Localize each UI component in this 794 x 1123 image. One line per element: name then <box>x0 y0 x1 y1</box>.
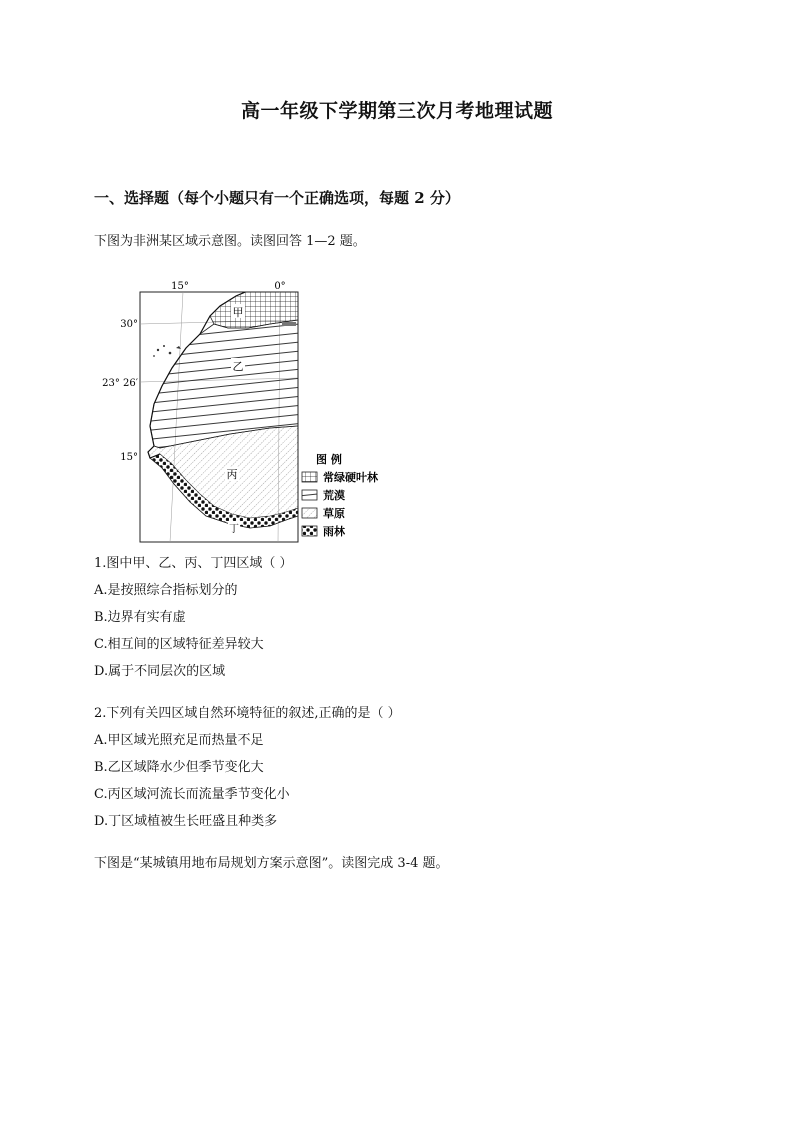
region-label-yi: 乙 <box>232 360 244 373</box>
lat-label: 23° 26′ <box>102 378 138 389</box>
question-1-option-c: C.相互间的区域特征差异较大 <box>94 637 264 652</box>
region-label-bing: 丙 <box>226 468 238 481</box>
legend-title: 图 例 <box>316 453 342 466</box>
question-1-stem: 1.图中甲、乙、丙、丁四区域（ ） <box>94 556 293 571</box>
legend-swatch-diagonal <box>302 508 317 518</box>
lon-label: 15° <box>171 281 189 292</box>
africa-region-map <box>102 276 410 546</box>
legend-label: 草原 <box>323 507 345 520</box>
intro-text-2: 下图是“某城镇用地布局规划方案示意图”。读图完成 3-4 题。 <box>94 856 449 871</box>
question-2-option-c: C.丙区域河流长而流量季节变化小 <box>94 787 290 802</box>
question-2-stem: 2.下列有关四区域自然环境特征的叙述,正确的是（ ） <box>94 706 401 721</box>
question-1-option-d: D.属于不同层次的区域 <box>94 664 226 679</box>
page-title: 高一年级下学期第三次月考地理试题 <box>240 100 553 122</box>
legend-label: 常绿硬叶林 <box>323 471 378 484</box>
question-2-option-d: D.丁区域植被生长旺盛且种类多 <box>94 814 278 829</box>
legend-label: 雨林 <box>323 525 345 538</box>
region-label-ding: 丁 <box>229 524 239 535</box>
legend-swatch-grid <box>302 472 317 482</box>
region-label-jia: 甲 <box>232 306 244 319</box>
question-1-option-b: B.边界有实有虚 <box>94 610 186 625</box>
section-heading: 一、选择题（每个小题只有一个正确选项，每题 2 分） <box>94 189 460 207</box>
legend-swatch-dots <box>302 526 317 536</box>
intro-text-1: 下图为非洲某区域示意图。读图回答 1—2 题。 <box>94 234 366 249</box>
lon-label: 0° <box>274 281 286 292</box>
legend-label: 荒漠 <box>323 489 345 502</box>
lat-label: 15° <box>120 452 138 463</box>
question-1-option-a: A.是按照综合指标划分的 <box>94 583 238 598</box>
lat-label: 30° <box>120 319 138 330</box>
question-2-option-b: B.乙区域降水少但季节变化大 <box>94 760 264 775</box>
question-2-option-a: A.甲区域光照充足而热量不足 <box>94 733 264 748</box>
legend-swatch-lines <box>302 490 317 500</box>
